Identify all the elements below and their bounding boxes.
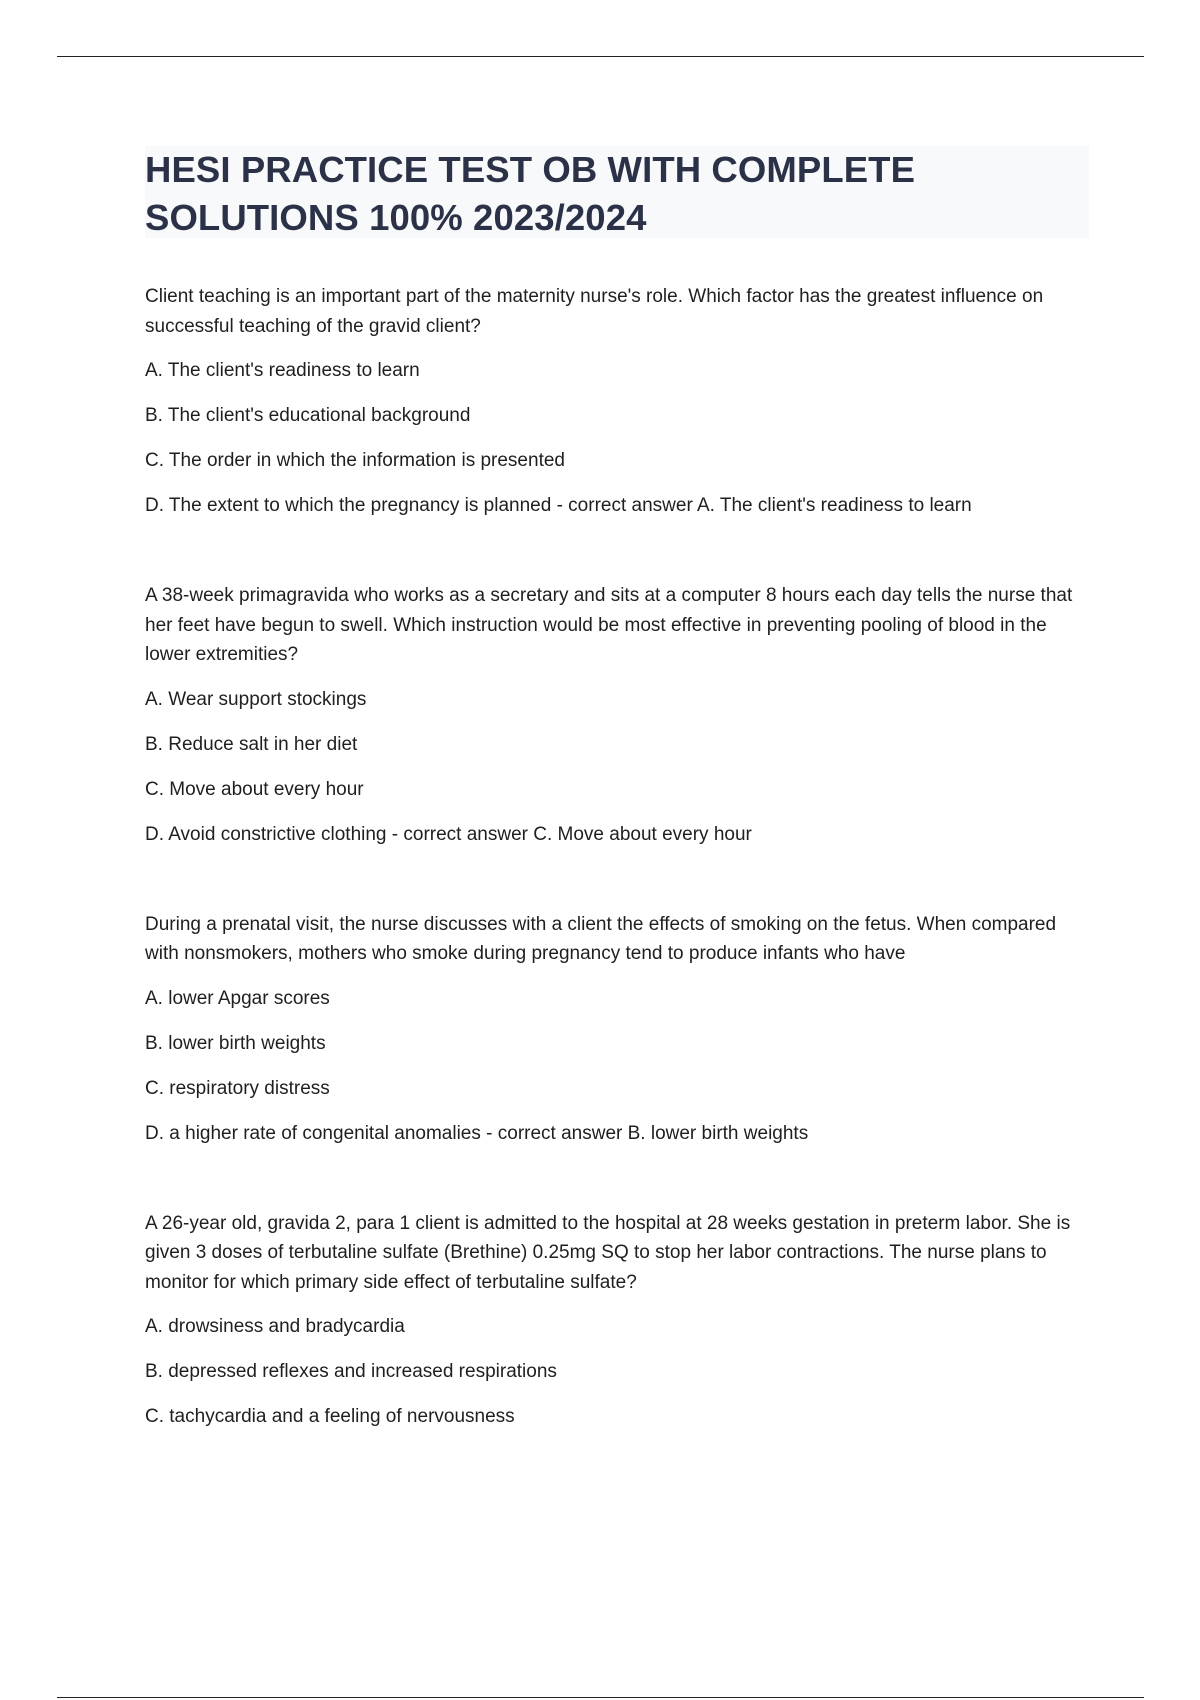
answer-option-with-correct-answer: D. The extent to which the pregnancy is planned - correct answer A. The client's readiness to learn: [145, 495, 972, 516]
answer-option: C. The order in which the information is presented: [145, 450, 565, 471]
answer-option: A. The client's readiness to learn: [145, 360, 420, 381]
answer-option-with-correct-answer: D. Avoid constrictive clothing - correct answer C. Move about every hour: [145, 823, 752, 845]
answer-option: A. drowsiness and bradycardia: [145, 1316, 405, 1337]
question-block-4: [145, 1209, 1095, 1433]
question-block-1: [145, 282, 1095, 521]
question-block-2: [145, 581, 1095, 850]
footer-rule: [57, 1697, 1144, 1698]
answer-option: B. Reduce salt in her diet: [145, 733, 358, 755]
question-text: Client teaching is an important part of the maternity nurse's role. Which factor has the greatest influence on successful teaching of the gravid client?: [145, 286, 1044, 337]
question-text: A 38-week primagravida who works as a secretary and sits at a computer 8 hours each day tells the nurse that her feet have begun to swell. Which instruction would be most effective in preventing pooling of blood in the lower extremities?: [145, 585, 1073, 665]
title-block: [145, 146, 1089, 238]
question-text: A 26-year old, gravida 2, para 1 client is admitted to the hospital at 28 weeks gestation in preterm labor. She is given 3 doses of terbutaline sulfate (Brethine) 0.25mg SQ to stop her labor contractions. The nurse plans to monitor for which primary side effect of terbutaline sulfate?: [145, 1212, 1071, 1293]
document-title: HESI PRACTICE TEST OB WITH COMPLETE SOLUTIONS 100% 2023/2024: [145, 149, 916, 238]
question-block-3: [145, 910, 1095, 1149]
answer-option: B. lower birth weights: [145, 1032, 326, 1054]
header-rule: [57, 56, 1144, 57]
document-body: [145, 282, 1095, 1447]
question-text: During a prenatal visit, the nurse discusses with a client the effects of smoking on the fetus. When compared with nonsmokers, mothers who smoke during pregnancy tend to produce infants who have: [145, 913, 1057, 964]
answer-option: B. The client's educational background: [145, 405, 471, 426]
answer-option: C. Move about every hour: [145, 778, 364, 800]
answer-option-with-correct-answer: D. a higher rate of congenital anomalies - correct answer B. lower birth weights: [145, 1122, 809, 1144]
answer-option: C. respiratory distress: [145, 1077, 330, 1099]
answer-option: A. Wear support stockings: [145, 688, 367, 710]
answer-option: C. tachycardia and a feeling of nervousness: [145, 1406, 515, 1427]
answer-option: A. lower Apgar scores: [145, 987, 330, 1009]
answer-option: B. depressed reflexes and increased respirations: [145, 1361, 557, 1382]
